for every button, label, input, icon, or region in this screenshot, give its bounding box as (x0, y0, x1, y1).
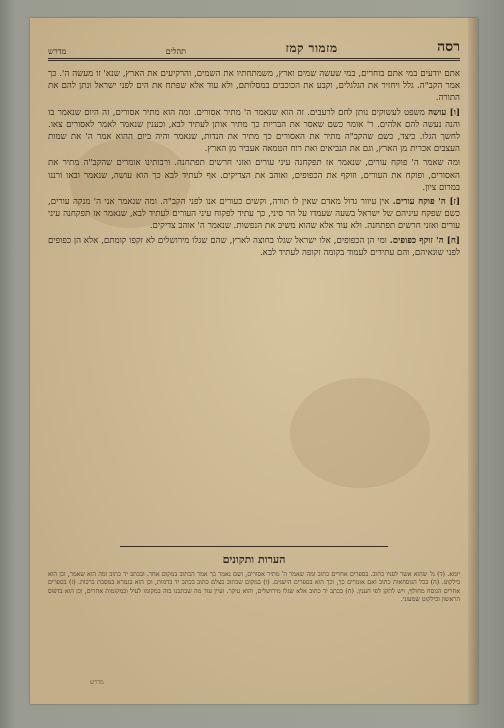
notes-separator (120, 546, 388, 547)
paragraph: [ח] ה' זוקף כפופים. ומי הן הכפופים, אלו ישראל שגלו בחוצה לארץ, שהם שגלו מירושלים לא זקפו קומתם, אלא הן כפופים לפני שונאיהם, והם עתידים לעמוד בקומה זקופה לעתיד לבא. (48, 235, 460, 258)
paragraph: [ז] ה' פוקח עורים. אין עיוור גדול מאדם שאין לו תורה, וקשים כעורים אנו לפני הקב"ה. ומה שנאמר אני ה' מנקה עורים, כשם שפקח עיניהם של ישראל בשעה שעמדו על הר סיני, כך עתיד לפקוח עיני העורים לעתיד לבא, שנאמר אז תפקחנה עיני עורים ואזני חרשים תפתחנה. ולא עוד אלא שהוא משיב את הנפשות. שנאמר ה' אוהב צדיקים. (48, 197, 460, 232)
paragraph: ומה שאמר ה' פוקח עורים, שנאמר אז תפקחנה עיני עורים ואזני חרשים תפתחנה. ורבותינו אומרים שהקב"ה מתיר את האסורים, ופוקח את העורים, וזוקף את הכפופים, ואוהב את הצדיקים. אף לעתיד לבא כך הוא עושה, שנאמר ובאו ורננו במרום ציון. (48, 158, 460, 193)
header-rule (48, 58, 460, 59)
page-number: רסה (437, 39, 460, 55)
paragraph: אתם יודעים במי אתם בוחרים, במי שעשה שמים וארץ, משמתחתיו את השמים, והרקיעים את הארץ, שנא' זו מעשה ה'. כך אמר הקב"ה. גלל ויחזיר את הגלגלים, וקבע את הכוכבים במסלותם, ולא עוד אלא שפתח את הים לפני ישראל ונתן להם את התורה. (48, 69, 460, 104)
notes-text: יומא. (ד) מ' שהוא אשר לפניו כתוב. בספרים אחרים כתוב ומה שאמר ה' מתיר אסורים, ושם נאמר כך אמר הכתוב במקום אחר. ובכתב יד כתוב ומה הוא שאמר, וכן הוא בילקוט. (ה) בכל הנוסחאות כתוב ואם אומרים כך, וכך הוא בספרים הישנים. (ו) במקום שכתוב בצלם כתוב בכתב יד בדמות, וכן הוא בגמרא במסכת ברכות. (ז) בספרים אחרים הנוסח מחולף, ויש לתקן לפי הענין. (ח) בכתב יד כתוב אלא שגלו מירושלים, והוא עיקר. ועיין עוד מה שכתבנו בזה במקומו לעיל ובמקומות אחרים, וכן הוא בדפוס הראשון ובילקוט שמעוני. (48, 571, 460, 603)
notes-title: הערות ותקונים (222, 553, 286, 566)
paragraph: [ו] עושה משפט לעשוקים נותן לחם לרעבים. זה הוא שנאמר ה' מתיר אסורים. ומה הוא מתיר אסורים, זה היום שנאמר בו והנה נעשה להם אלהים. ר' אומר כשם שאסר את הבריות כך מתיר אותן לעתיד לבא, וכענין שנאמר לאמר לאסורים צאו. לחשך הגלו. כיצד, כשם שהקב"ה מתיר את האסורים כך מתיר את הנדות, שנאמר והיה ביום ההוא אמר ה' את שמות העצבים אכרית מן הארץ, וגם את הנביאים ואת רוח הטמאה אעביר מן הארץ. (48, 107, 460, 155)
psalm-title: מזמור קמז (285, 41, 338, 55)
page-header (48, 36, 460, 56)
page (30, 18, 478, 704)
main-text (48, 68, 460, 538)
page-spine-shadow (468, 18, 478, 704)
book-label: תהלים (165, 47, 187, 56)
header-rule-thin (48, 60, 460, 61)
work-label: מדרש (48, 47, 67, 56)
footer-mark: מדרש (90, 679, 104, 686)
